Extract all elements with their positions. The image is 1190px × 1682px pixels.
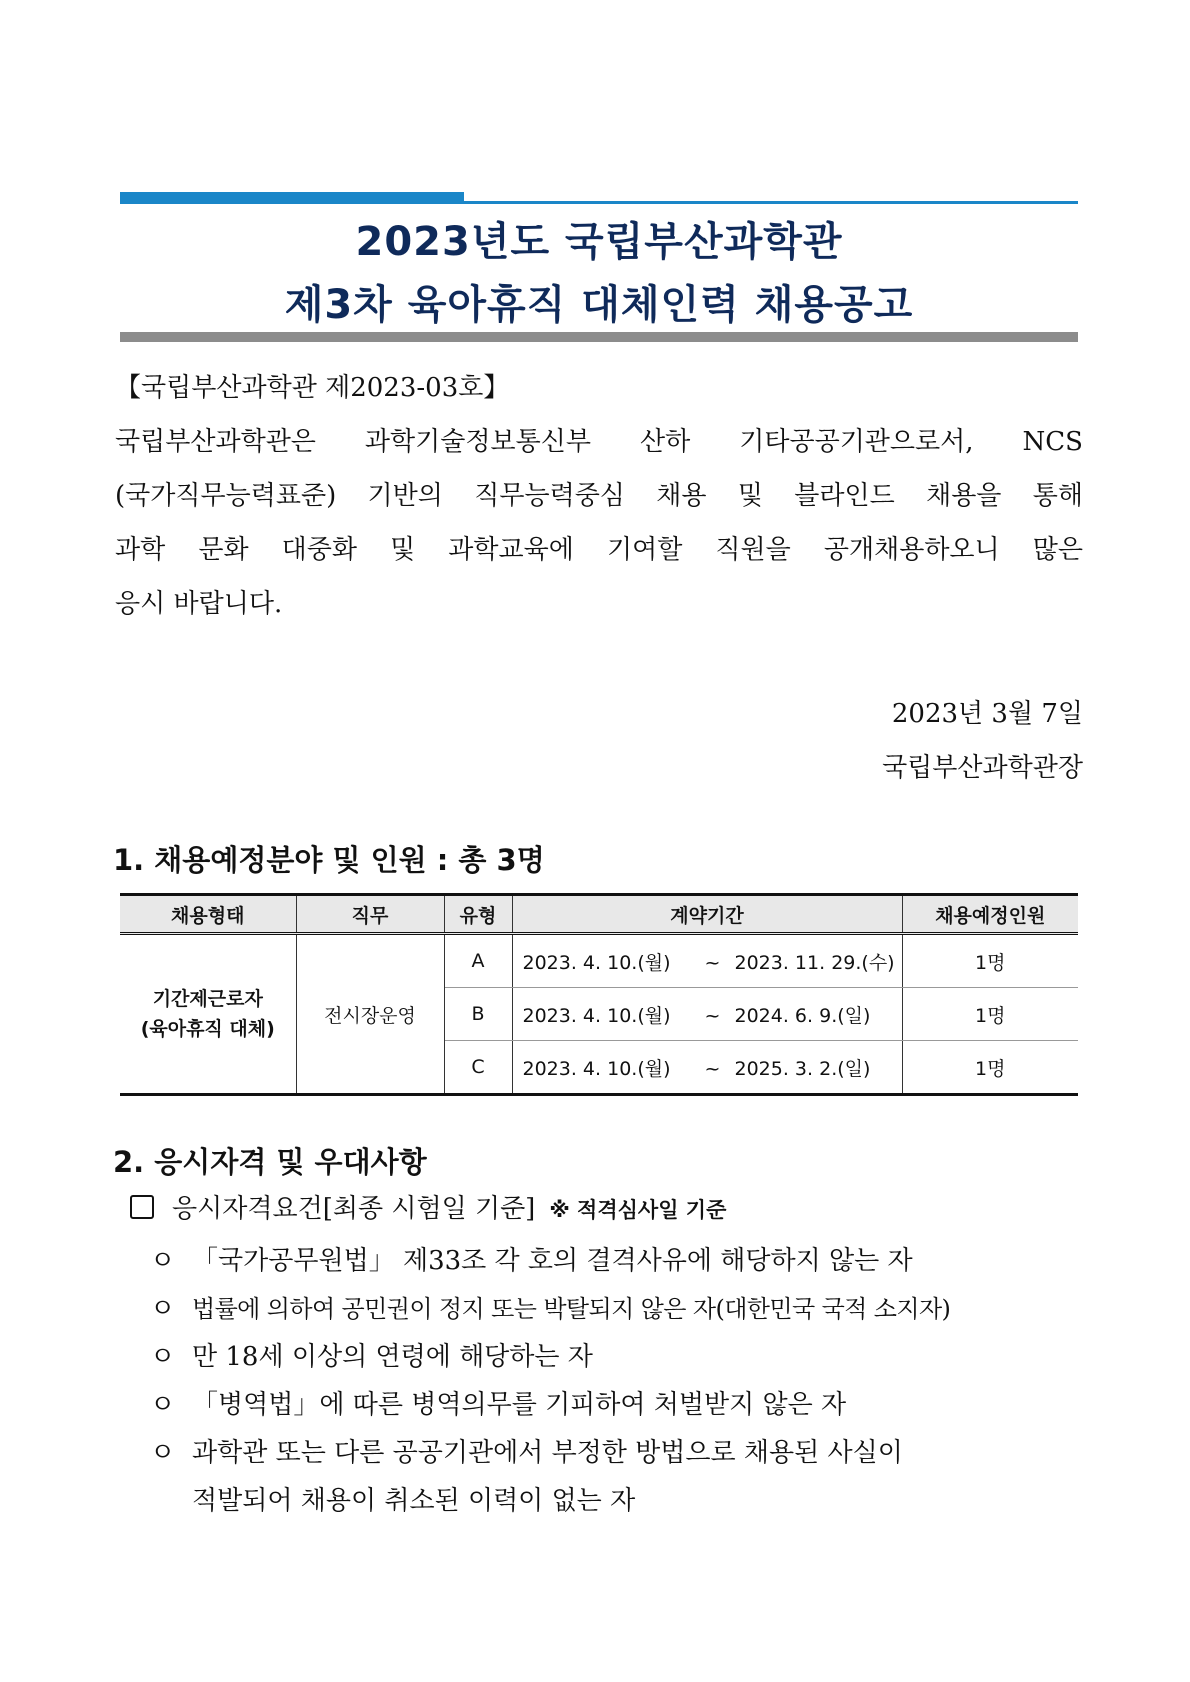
headcount-cell: 1명 [902, 988, 1078, 1041]
list-item [150, 1245, 1080, 1277]
intro-line-4: 응시 바랍니다. [115, 589, 283, 619]
bullet-text: 만 18세 이상의 연령에 해당하는 자 [192, 1342, 593, 1372]
table-row [120, 934, 1078, 988]
intro-line-2: (국가직무능력표준) 기반의 직무능력중심 채용 및 블라인드 채용을 통해 [115, 481, 1083, 511]
header-contract-period: 계약기간 [512, 895, 902, 934]
checkbox-square-icon [130, 1195, 154, 1219]
title-top-rule-line [464, 201, 1078, 204]
period-end: 2024. 6. 9.(일) [734, 1004, 871, 1027]
period-cell [512, 1041, 902, 1095]
bullet-circle-icon: ㅇ [150, 1438, 176, 1468]
notice-issuer: 국립부산과학관장 [882, 753, 1083, 783]
recruitment-table [120, 893, 1078, 1096]
bullet-circle-icon: ㅇ [150, 1246, 176, 1276]
bullet-text: 법률에 의하여 공민권이 정지 또는 박탈되지 않은 자(대한민국 국적 소지자) [192, 1295, 951, 1323]
period-tilde: ~ [704, 951, 721, 974]
employment-type-line2: (육아휴직 대체) [140, 1018, 275, 1040]
intro-line-1: 국립부산과학관은 과학기술정보통신부 산하 기타공공기관으로서, NCS [115, 427, 1083, 457]
bullet-circle-icon: ㅇ [150, 1390, 176, 1420]
type-cell: C [444, 1041, 512, 1095]
type-cell: B [444, 988, 512, 1041]
qualification-note: ※ 적격심사일 기준 [549, 1198, 727, 1222]
bullet-continuation: 적발되어 채용이 취소된 이력이 없는 자 [192, 1486, 636, 1516]
page-title-line1: 2023년도 국립부산과학관 [355, 219, 843, 265]
list-item [150, 1293, 1080, 1325]
period-start: 2023. 4. 10.(월) [522, 1057, 671, 1080]
qualification-subheading [130, 1192, 726, 1227]
list-item [150, 1389, 1080, 1421]
headcount-cell: 1명 [902, 934, 1078, 988]
notice-number: 【국립부산과학관 제2023-03호】 [115, 373, 510, 403]
page-title-line2: 제3차 육아휴직 대체인력 채용공고 [284, 282, 914, 328]
header-type: 유형 [444, 895, 512, 934]
employment-type-cell [120, 934, 296, 1095]
period-end: 2023. 11. 29.(수) [734, 951, 895, 974]
period-tilde: ~ [704, 1057, 721, 1080]
table-header-row [120, 895, 1078, 934]
period-start: 2023. 4. 10.(월) [522, 1004, 671, 1027]
bullet-circle-icon: ㅇ [150, 1342, 176, 1372]
bullet-text: 과학관 또는 다른 공공기관에서 부정한 방법으로 채용된 사실이 [192, 1438, 903, 1468]
bullet-text: 「국가공무원법」 제33조 각 호의 결격사유에 해당하지 않는 자 [192, 1246, 913, 1276]
qualification-subheading-text: 응시자격요건[최종 시험일 기준] [172, 1194, 536, 1224]
list-item [150, 1341, 1080, 1373]
period-tilde: ~ [704, 1004, 721, 1027]
period-start: 2023. 4. 10.(월) [522, 951, 671, 974]
type-cell: A [444, 934, 512, 988]
period-cell [512, 988, 902, 1041]
title-bottom-rule [120, 332, 1078, 342]
title-top-rule-accent [120, 192, 464, 204]
header-job: 직무 [296, 895, 444, 934]
intro-line-3: 과학 문화 대중화 및 과학교육에 기여할 직원을 공개채용하오니 많은 [115, 535, 1083, 565]
period-end: 2025. 3. 2.(일) [734, 1057, 871, 1080]
employment-type-line1: 기간제근로자 [152, 988, 263, 1010]
section1-heading: 1. 채용예정분야 및 인원 : 총 3명 [113, 843, 545, 877]
bullet-circle-icon: ㅇ [150, 1294, 176, 1324]
section2-heading: 2. 응시자격 및 우대사항 [113, 1145, 427, 1179]
bullet-text: 「병역법」에 따른 병역의무를 기피하여 처벌받지 않은 자 [192, 1390, 847, 1420]
header-employment-type: 채용형태 [120, 895, 296, 934]
period-cell [512, 934, 902, 988]
notice-date: 2023년 3월 7일 [891, 699, 1083, 729]
job-cell: 전시장운영 [296, 934, 444, 1095]
title-top-rule [120, 192, 1078, 204]
list-item [150, 1437, 1080, 1469]
headcount-cell: 1명 [902, 1041, 1078, 1095]
header-headcount: 채용예정인원 [902, 895, 1078, 934]
